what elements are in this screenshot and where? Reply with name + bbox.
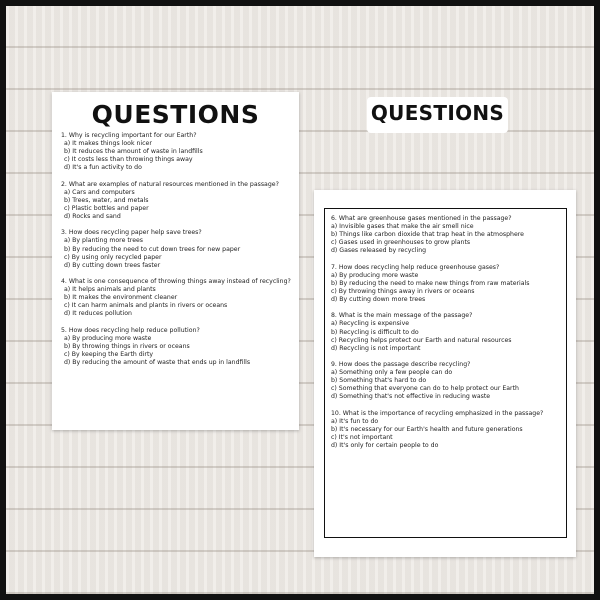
answer-option: b) It makes the environment cleaner <box>64 294 178 302</box>
answer-option: b) By reducing the need to make new things from raw materials <box>331 279 530 287</box>
answer-option: c) It can harm animals and plants in rivers or oceans <box>64 302 228 310</box>
question-text: 9. How does the passage describe recycling? <box>331 360 471 368</box>
page-title: QUESTIONS <box>91 100 260 129</box>
answer-option: a) Recycling is expensive <box>331 320 410 328</box>
page-title: QUESTIONS <box>370 101 505 125</box>
question-block <box>331 215 562 255</box>
answer-option: c) It's not important <box>331 433 393 441</box>
answer-option: b) It's necessary for our Earth's health and future generations <box>331 425 523 433</box>
answer-option: a) Invisible gases that make the air smell nice <box>331 223 474 231</box>
answer-option: d) Gases released by recycling <box>331 247 427 255</box>
answer-option: b) By throwing things in rivers or oceans <box>64 342 190 350</box>
answer-option: d) Something that's not effective in reducing waste <box>331 393 491 401</box>
answer-option: d) It's only for certain people to do <box>331 442 439 449</box>
question-block <box>331 410 562 450</box>
answer-option: c) It costs less than throwing things away <box>64 156 193 164</box>
answer-option: a) Cars and computers <box>64 188 135 196</box>
answer-option: c) By keeping the Earth dirty <box>64 350 154 358</box>
worksheet-page-right <box>314 190 576 557</box>
title-label-right <box>367 97 508 133</box>
answer-option: a) By producing more waste <box>331 271 419 279</box>
answer-option: d) By reducing the amount of waste that ends up in landfills <box>64 359 251 366</box>
worksheet-page-left <box>52 92 299 430</box>
question-block <box>61 181 293 221</box>
answer-option: d) By cutting down trees faster <box>64 261 161 269</box>
answer-option: a) It's fun to do <box>331 417 379 425</box>
answer-option: c) Plastic bottles and paper <box>64 204 149 212</box>
answer-option: d) Recycling is not important <box>331 344 421 352</box>
answer-option: b) It reduces the amount of waste in landfills <box>64 148 203 156</box>
answer-option: d) Rocks and sand <box>64 213 121 221</box>
question-text: 8. What is the main message of the passage? <box>331 312 473 320</box>
question-text: 10. What is the importance of recycling emphasized in the passage? <box>331 409 544 417</box>
question-text: 6. What are greenhouse gases mentioned in the passage? <box>331 215 512 222</box>
question-block <box>331 264 562 304</box>
answer-option: d) By cutting down more trees <box>331 296 426 304</box>
question-list <box>61 132 293 375</box>
answer-option: c) Gases used in greenhouses to grow plants <box>331 239 471 247</box>
answer-option: b) Things like carbon dioxide that trap heat in the atmosphere <box>331 231 524 239</box>
answer-option: b) Recycling is difficult to do <box>331 328 419 336</box>
answer-option: a) It makes things look nicer <box>64 140 152 148</box>
answer-option: b) Trees, water, and metals <box>64 196 149 204</box>
question-list <box>331 215 562 458</box>
question-text: 7. How does recycling help reduce greenhouse gases? <box>331 263 500 271</box>
answer-option: a) It helps animals and plants <box>64 286 156 294</box>
answer-option: d) It's a fun activity to do <box>64 164 142 172</box>
answer-option: b) Something that's hard to do <box>331 377 427 385</box>
answer-option: c) By using only recycled paper <box>64 253 162 261</box>
question-block <box>61 132 293 172</box>
answer-option: c) Something that everyone can do to help protect our Earth <box>331 385 519 393</box>
question-block <box>331 361 562 401</box>
answer-option: c) Recycling helps protect our Earth and natural resources <box>331 336 512 344</box>
answer-option: c) By throwing things away in rivers or oceans <box>331 287 475 295</box>
answer-option: b) By reducing the need to cut down trees for new paper <box>64 245 241 253</box>
question-text: 3. How does recycling paper help save trees? <box>61 229 202 237</box>
bordered-box <box>324 208 567 538</box>
question-block <box>61 327 293 367</box>
answer-option: a) By producing more waste <box>64 334 152 342</box>
question-text: 1. Why is recycling important for our Earth? <box>61 132 197 139</box>
answer-option: a) By planting more trees <box>64 237 144 245</box>
answer-option: a) Something only a few people can do <box>331 369 453 377</box>
question-block <box>331 312 562 352</box>
question-text: 4. What is one consequence of throwing things away instead of recycling? <box>61 277 291 285</box>
question-block <box>61 229 293 269</box>
question-text: 2. What are examples of natural resources mentioned in the passage? <box>61 180 279 188</box>
answer-option: d) It reduces pollution <box>64 310 132 318</box>
question-block <box>61 278 293 318</box>
question-text: 5. How does recycling help reduce pollution? <box>61 326 200 334</box>
